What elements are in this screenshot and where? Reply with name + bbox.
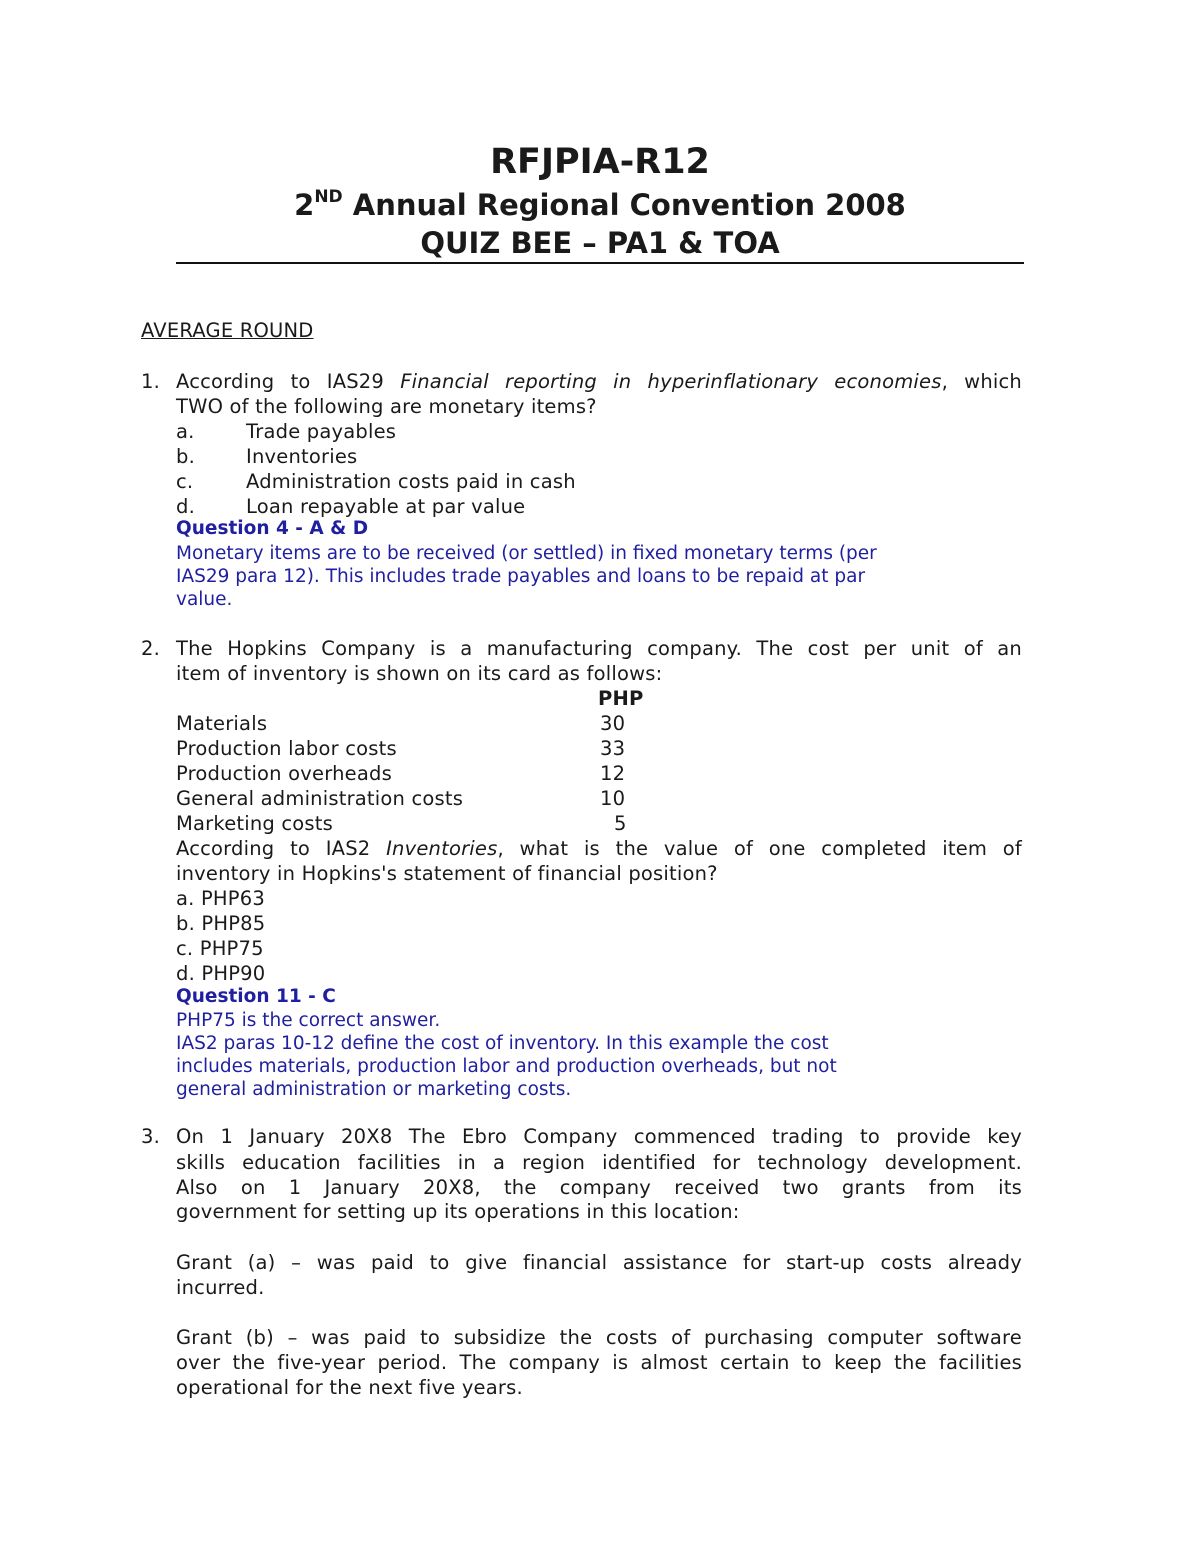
- q3-line: skills education facilities in a region identified for technology development.: [176, 1151, 1022, 1174]
- grant-a-line: incurred.: [176, 1276, 265, 1299]
- q2-line-3: [176, 836, 1022, 861]
- q1-option-text: Trade payables: [246, 420, 397, 443]
- q2-option: [176, 961, 265, 986]
- q3-line: Also on 1 January 20X8, the company received two grants from its: [176, 1176, 1022, 1199]
- q1-option-text: Administration costs paid in cash: [246, 470, 576, 493]
- q2-answer-line: PHP75 is the correct answer.: [176, 1010, 441, 1031]
- q2-line-2: item of inventory is shown on its card as follows:: [176, 662, 663, 685]
- q1-option-text: Inventories: [246, 445, 358, 468]
- q1-answer-heading: Question 4 - A & D: [176, 518, 369, 539]
- q2-answer-heading: Question 11 - C: [176, 986, 336, 1007]
- cost-label: Production overheads: [176, 762, 392, 785]
- q2-option-text: PHP75: [199, 937, 264, 960]
- q2-line-1: The Hopkins Company is a manufacturing company. The cost per unit of an: [176, 637, 1022, 660]
- org-title: RFJPIA-R12: [490, 142, 710, 182]
- q1-line-2: TWO of the following are monetary items?: [176, 395, 597, 418]
- q1-number: 1.: [141, 370, 161, 393]
- convention-number: 2: [294, 188, 315, 222]
- cost-label: Materials: [176, 712, 268, 735]
- q1-line-1b: , which: [941, 370, 1022, 393]
- q1-standard-title: Financial reporting in hyperinflationary economies: [400, 370, 942, 393]
- cost-label: Marketing costs: [176, 812, 334, 835]
- q2-line-4: inventory in Hopkins's statement of financial position?: [176, 862, 718, 885]
- q2-option-text: PHP90: [201, 962, 266, 985]
- q1-answer-line: value.: [176, 589, 233, 610]
- section-heading: AVERAGE ROUND: [141, 319, 314, 342]
- quiz-title: QUIZ BEE – PA1 & TOA: [420, 226, 780, 260]
- cost-amount: 10: [600, 787, 626, 810]
- grant-b-line: over the five-year period. The company is almost certain to keep the facilities: [176, 1351, 1022, 1374]
- q2-option-letter: a.: [176, 887, 195, 910]
- q3-number: 3.: [141, 1125, 161, 1148]
- q1-option-letter: c.: [176, 470, 194, 493]
- q2-option: [176, 936, 264, 961]
- q2-answer-line: includes materials, production labor and production overheads, but not: [176, 1056, 837, 1077]
- cost-amount: 12: [600, 762, 626, 785]
- q2-option-text: PHP63: [200, 887, 265, 910]
- q2-option-letter: d.: [176, 962, 195, 985]
- q2-option-letter: c.: [176, 937, 194, 960]
- currency-header: PHP: [598, 687, 644, 710]
- q1-answer-line: IAS29 para 12). This includes trade payables and loans to be repaid at par: [176, 566, 866, 587]
- header-rule: [176, 262, 1024, 264]
- q3-line: On 1 January 20X8 The Ebro Company commenced trading to provide key: [176, 1125, 1022, 1148]
- q2-answer-line: IAS2 paras 10-12 define the cost of inventory. In this example the cost: [176, 1033, 829, 1054]
- q1-option-text: Loan repayable at par value: [246, 495, 526, 518]
- grant-b-line: Grant (b) – was paid to subsidize the costs of purchasing computer software: [176, 1326, 1022, 1349]
- q3-line: government for setting up its operations in this location:: [176, 1200, 740, 1223]
- cost-label: Production labor costs: [176, 737, 397, 760]
- convention-text: Annual Regional Convention 2008: [342, 188, 906, 222]
- q2-line-3a: According to IAS2: [176, 837, 387, 860]
- q2-standard-title: Inventories: [386, 837, 498, 860]
- q1-line-1a: According to IAS29: [176, 370, 401, 393]
- q2-option: [176, 911, 265, 936]
- cost-amount: 30: [600, 712, 626, 735]
- grant-a-line: Grant (a) – was paid to give financial assistance for start-up costs already: [176, 1251, 1022, 1274]
- q2-option: [176, 886, 265, 911]
- q2-line-3b: , what is the value of one completed item of: [497, 837, 1022, 860]
- grant-b-line: operational for the next five years.: [176, 1376, 523, 1399]
- q2-option-letter: b.: [176, 912, 195, 935]
- q1-option-letter: a.: [176, 420, 195, 443]
- q2-option-text: PHP85: [201, 912, 266, 935]
- q1-option-letter: b.: [176, 445, 195, 468]
- cost-amount: 33: [600, 737, 626, 760]
- q1-option-letter: d.: [176, 495, 195, 518]
- q1-answer-line: Monetary items are to be received (or settled) in fixed monetary terms (per: [176, 543, 877, 564]
- convention-title: [176, 188, 1024, 222]
- q2-answer-line: general administration or marketing costs.: [176, 1079, 572, 1100]
- q2-number: 2.: [141, 637, 161, 660]
- cost-label: General administration costs: [176, 787, 464, 810]
- q1-line-1: [176, 369, 1022, 394]
- cost-amount: 5: [614, 812, 627, 835]
- convention-ordinal: ND: [314, 187, 343, 207]
